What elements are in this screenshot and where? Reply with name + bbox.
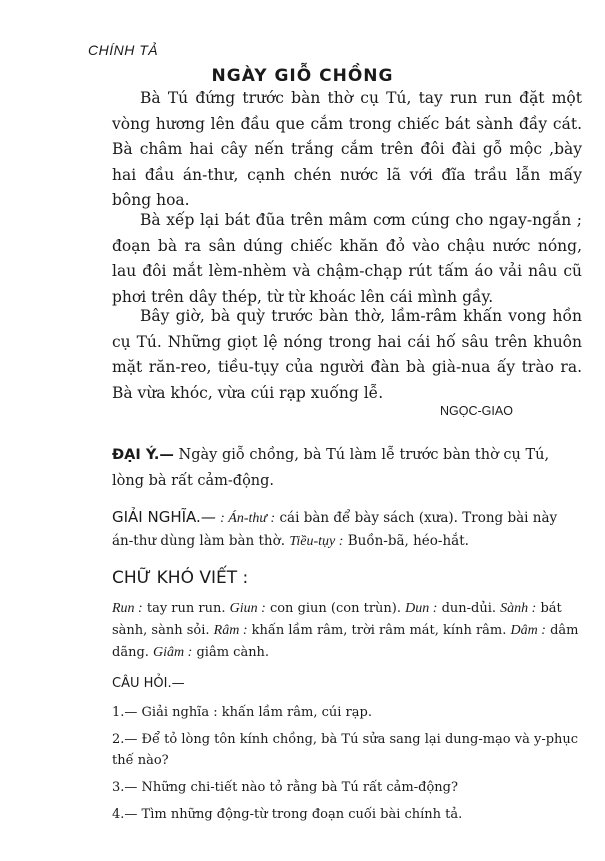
glossary-definition: cái bàn để bày sách (xưa). Trong bài này án-thư dùng làm bàn thờ. xyxy=(112,510,558,549)
spelling-example: khấn lầm râm, trời râm mát, kính râm. xyxy=(251,623,507,638)
question-item: 3.— Những chi-tiết nào tỏ rằng bà Tú rất cảm-động? xyxy=(112,780,458,795)
glossary-term: Tiều-tụy : xyxy=(289,534,344,549)
questions-list xyxy=(112,702,582,831)
summary-label: ĐẠI Ý.— xyxy=(112,447,174,463)
spelling-term: Dun : xyxy=(405,601,438,616)
spelling-example: dun-dủi. xyxy=(441,601,497,616)
passage-text-3: Bây giờ, bà quỳ trước bàn thờ, lầm-râm khấn vong hồn cụ Tú. Những giọt lệ nóng trong hai cái hố sâu trên khuôn mặt răn-reo, tiều-tụy của người đàn bà già-nua ấy trào ra. Bà vừa khóc, vừa cúi rạp xuống lễ. xyxy=(112,307,582,402)
glossary-section xyxy=(112,506,582,553)
spelling-term: Dâm : xyxy=(510,623,546,638)
spelling-example: bát sành, sành sỏi. xyxy=(112,601,562,638)
passage-paragraph-1 xyxy=(112,86,582,214)
question-item: 1.— Giải nghĩa : khấn lầm râm, cúi rạp. xyxy=(112,705,372,720)
spelling-term: Run : xyxy=(112,601,143,616)
question-item: 2.— Để tỏ lòng tôn kính chồng, bà Tú sửa sang lại dung-mạo và y-phục thế nào? xyxy=(112,732,579,768)
questions-label: CÂU HỎI.— xyxy=(112,676,185,691)
passage-paragraph-2 xyxy=(112,208,582,310)
page-title: NGÀY GIỖ CHỒNG xyxy=(211,66,394,86)
author: NGỌC-GIAO xyxy=(440,404,513,418)
spelling-term: Râm : xyxy=(213,623,248,638)
spelling-label: CHỮ KHÓ VIẾT : xyxy=(112,568,249,588)
spelling-example: giâm cành. xyxy=(196,645,270,660)
summary-text: Ngày giỗ chồng, bà Tú làm lễ trước bàn thờ cụ Tú, lòng bà rất cảm-động. xyxy=(112,447,550,489)
spelling-term: Sành : xyxy=(500,601,537,616)
spelling-entries xyxy=(112,598,582,664)
glossary-definition: Buồn-bã, héo-hắt. xyxy=(347,533,469,549)
question-item: 4.— Tìm những động-từ trong đoạn cuối bài chính tả. xyxy=(112,807,463,822)
spelling-example: tay run run. xyxy=(146,601,226,616)
passage-text-1: Bà Tú đứng trước bàn thờ cụ Tú, tay run run đặt một vòng hương lên đầu que cắm trong chiếc bát sành đầy cát. Bà châm hai cây nến trắng cắm trên đôi đài gỗ mộc ,bày hai đầu án-thư, cạnh chén nước lã với đĩa trầu lẫn mấy bông hoa. xyxy=(112,89,582,209)
spelling-example: con giun (con trùn). xyxy=(269,601,401,616)
section-label: CHÍNH TẢ xyxy=(88,42,159,58)
glossary-term: : Án-thư : xyxy=(220,511,276,526)
spelling-term: Giâm : xyxy=(153,645,193,660)
spelling-example: dâm dãng. xyxy=(112,623,579,660)
summary-section xyxy=(112,442,582,494)
passage-text-2: Bà xếp lại bát đũa trên mâm cơm cúng cho ngay-ngắn ; đoạn bà ra sân dúng chiếc khăn đỏ vào chậu nước nóng, lau đôi mắt lèm-nhèm và chậm-chạp rút tấm áo vải nâu cũ phơi trên dây thép, từ từ khoác lên cái mình gầy. xyxy=(112,211,582,306)
passage-paragraph-3 xyxy=(112,304,582,406)
glossary-label: GIẢI NGHĨA.— xyxy=(112,508,216,526)
spelling-term: Giun : xyxy=(229,601,266,616)
